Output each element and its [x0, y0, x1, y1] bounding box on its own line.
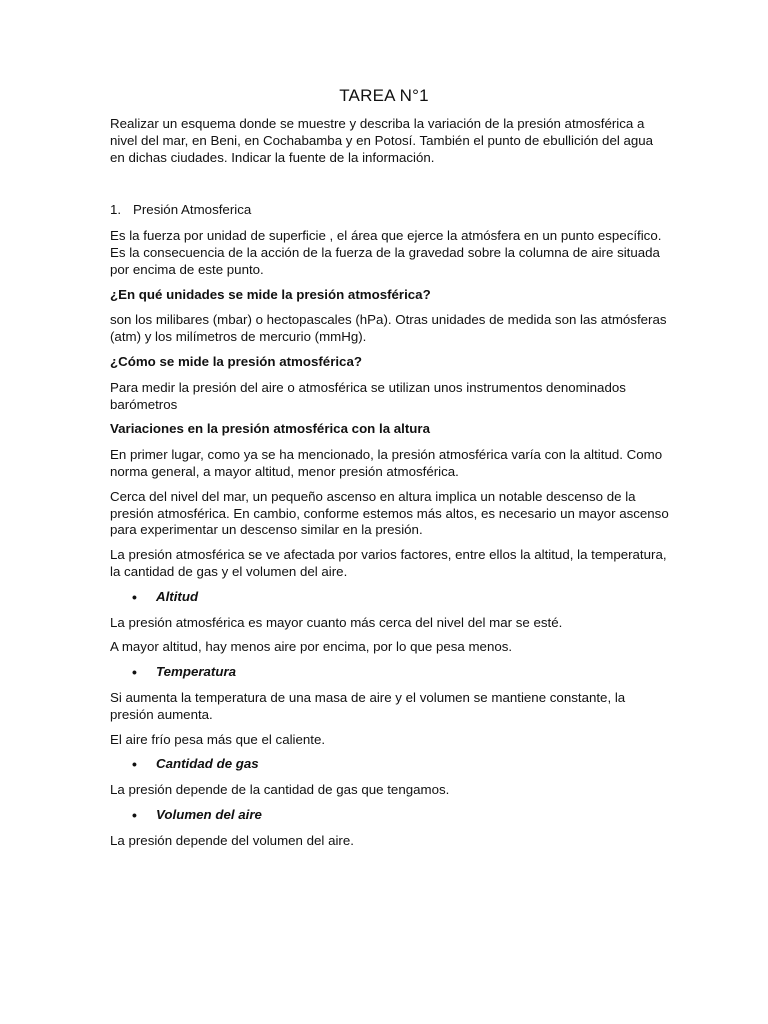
page-title: TAREA N°1: [339, 86, 429, 105]
factor-bullet-temperatura: [132, 664, 670, 681]
section-title: Presión Atmosferica: [133, 202, 252, 218]
measure-answer-paragraph: Para medir la presión del aire o atmosférica se utilizan unos instrumentos denominados barómetros: [110, 379, 626, 412]
section-heading: [110, 202, 670, 219]
document-body: [110, 116, 670, 858]
section-number: 1.: [110, 202, 122, 218]
factor-label: Temperatura: [156, 664, 237, 680]
definition-paragraph: Es la fuerza por unidad de superficie , el área que ejerce la atmósfera en un punto específico. Es la consecuencia de la acción de la fuerza de la gravedad sobre la columna de aire situada por encima de este punto.: [110, 228, 662, 277]
factor-bullet-volumen-del-aire: [132, 807, 670, 824]
factor-paragraph: La presión depende del volumen del aire.: [110, 832, 354, 848]
bullet-icon: •: [132, 588, 137, 605]
bullet-icon: •: [132, 806, 137, 823]
units-question-heading: ¿En qué unidades se mide la presión atmosférica?: [110, 286, 431, 302]
factor-paragraph: Si aumenta la temperatura de una masa de aire y el volumen se mantiene constante, la presión aumenta.: [110, 689, 626, 722]
bullet-icon: •: [132, 756, 137, 773]
factor-bullet-altitud: [132, 589, 670, 606]
factor-paragraph: El aire frío pesa más que el caliente.: [110, 731, 326, 747]
measure-question-heading: ¿Cómo se mide la presión atmosférica?: [110, 353, 362, 369]
variations-heading: Variaciones en la presión atmosférica con la altura: [110, 421, 430, 437]
factor-paragraph: A mayor altitud, hay menos aire por encima, por lo que pesa menos.: [110, 639, 513, 655]
factor-label: Cantidad de gas: [156, 756, 259, 772]
factor-label: Volumen del aire: [156, 806, 262, 822]
bullet-icon: •: [132, 664, 137, 681]
units-answer-paragraph: son los milibares (mbar) o hectopascales (hPa). Otras unidades de medida son las atmósferas (atm) y los milímetros de mercurio (mmHg).: [110, 312, 667, 345]
factor-label: Altitud: [156, 588, 199, 604]
variations-paragraph-3: La presión atmosférica se ve afectada por varios factores, entre ellos la altitud, la temperatura, la cantidad de gas y el volumen del aire.: [110, 547, 667, 579]
factor-paragraph: La presión depende de la cantidad de gas que tengamos.: [110, 782, 450, 798]
factor-paragraph: La presión atmosférica es mayor cuanto más cerca del nivel del mar se esté.: [110, 614, 563, 630]
variations-paragraph-2: Cerca del nivel del mar, un pequeño ascenso en altura implica un notable descenso de la presión atmosférica. En cambio, conforme estemos más altos, es necesario un mayor ascenso para experimentar un descenso similar en la presión.: [110, 488, 669, 538]
variations-paragraph-1: En primer lugar, como ya se ha mencionado, la presión atmosférica varía con la altitud. Como norma general, a mayor altitud, menor presión atmosférica.: [110, 447, 663, 479]
intro-paragraph: Realizar un esquema donde se muestre y describa la variación de la presión atmosférica a nivel del mar, en Beni, en Cochabamba y en Potosí. También el punto de ebullición del agua en dichas ciudades. Indicar la fuente de la información.: [110, 116, 654, 165]
factor-bullet-cantidad-de-gas: [132, 756, 670, 773]
